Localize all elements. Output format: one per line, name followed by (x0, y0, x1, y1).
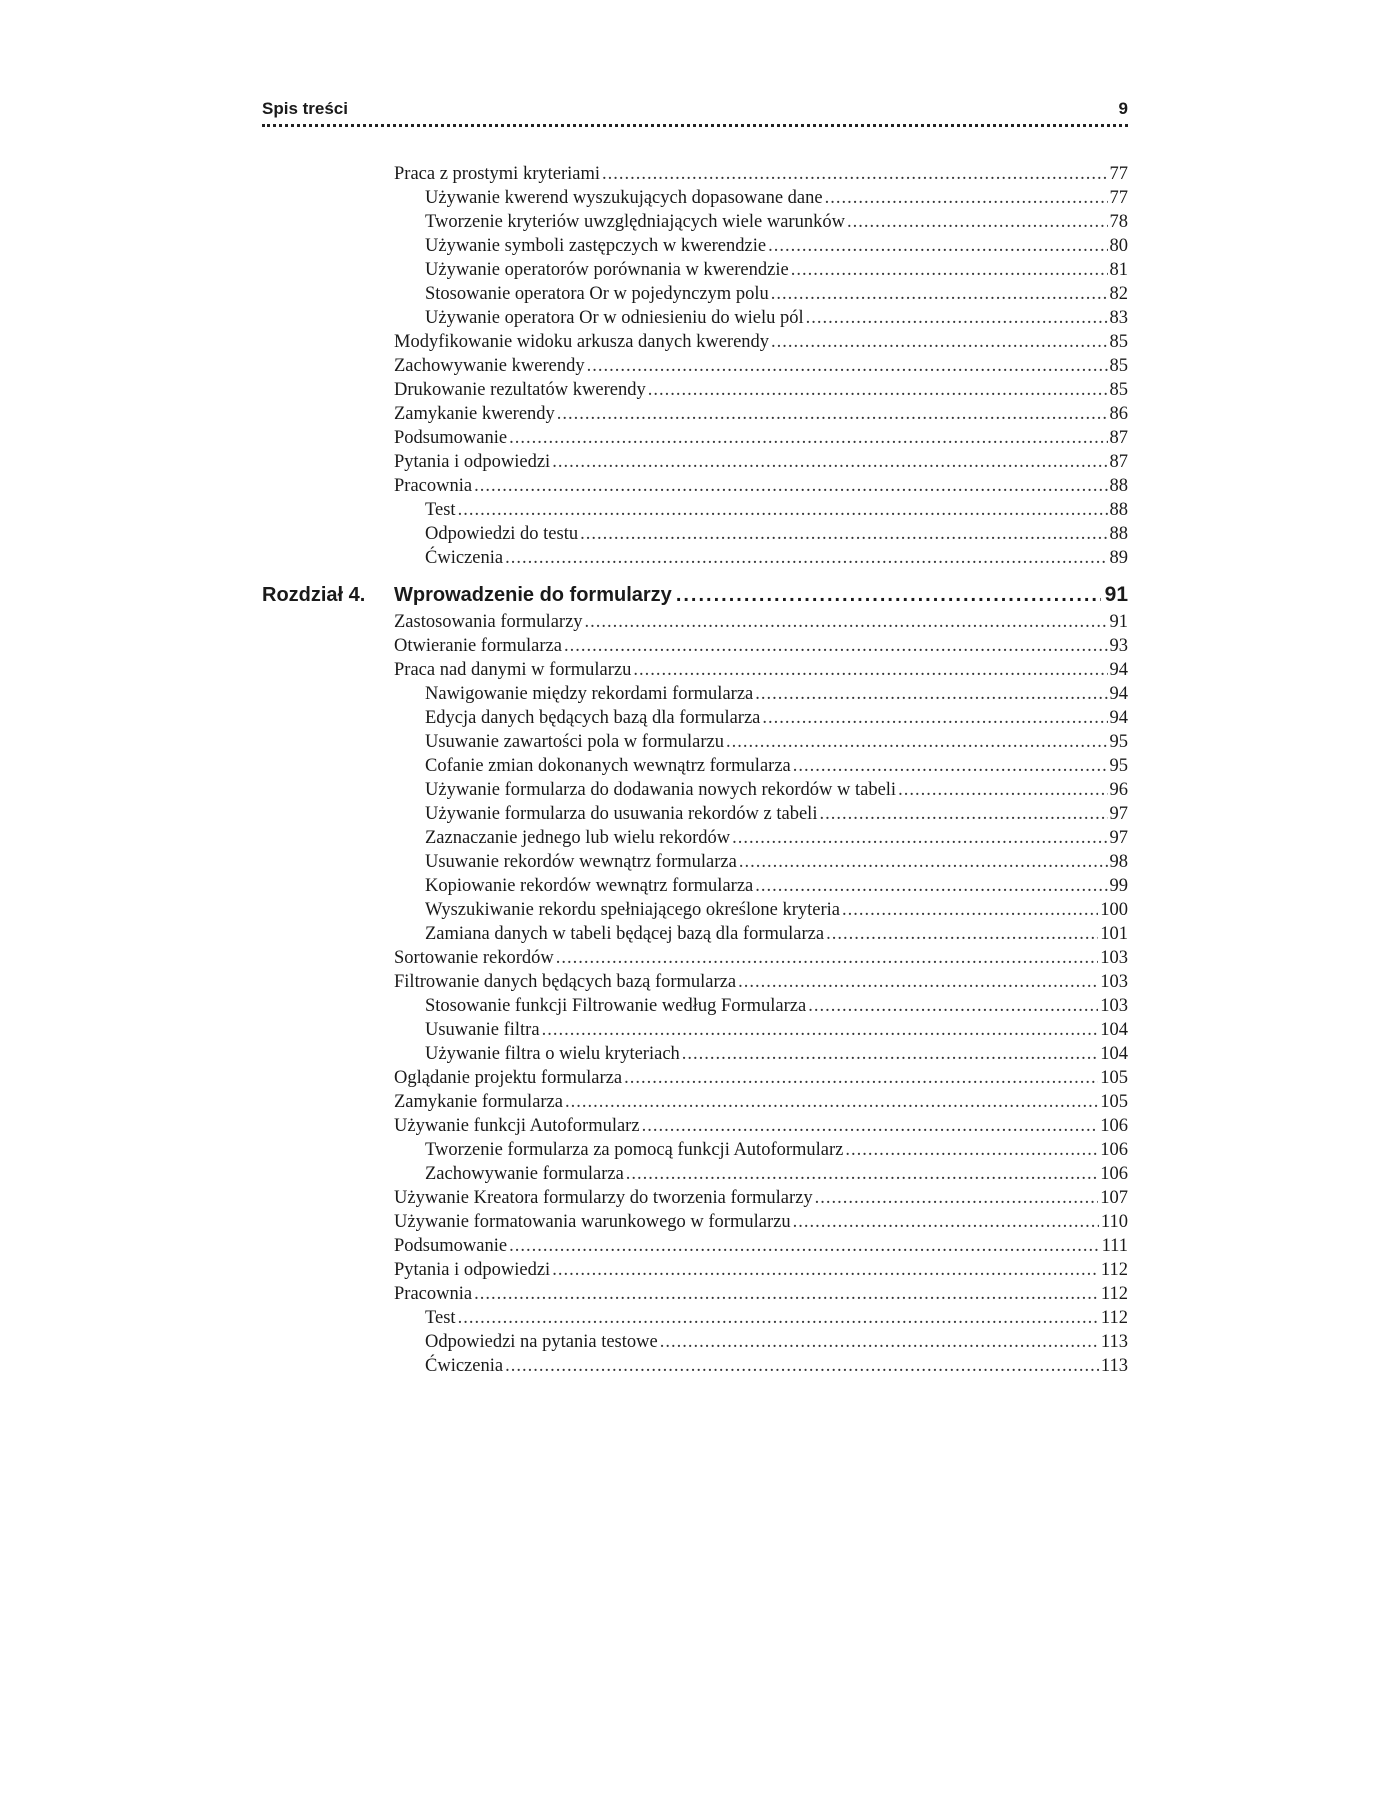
toc-entry[interactable] (262, 306, 1128, 330)
toc-entry-page: 89 (1109, 548, 1128, 568)
toc-entry-page: 110 (1100, 1212, 1128, 1232)
toc-entry-page: 106 (1100, 1164, 1128, 1184)
toc-entry-page: 85 (1109, 380, 1128, 400)
toc-entry[interactable] (262, 546, 1128, 570)
toc-entry-page: 103 (1100, 972, 1128, 992)
toc-entry[interactable] (262, 922, 1128, 946)
toc-entry[interactable] (262, 1306, 1128, 1330)
dot-leader (676, 580, 1101, 610)
toc-entry[interactable] (262, 1066, 1128, 1090)
toc-entry-title: Używanie operatorów porównania w kwerendzie (425, 260, 789, 280)
dot-leader (806, 306, 1108, 330)
toc-entry-title: Zamykanie formularza (394, 1092, 563, 1112)
toc-entry[interactable] (262, 682, 1128, 706)
toc-entry-page: 112 (1100, 1260, 1128, 1280)
chapter-title: Wprowadzenie do formularzy (394, 584, 672, 606)
toc-entry-page: 94 (1109, 684, 1128, 704)
toc-entry[interactable] (262, 754, 1128, 778)
toc-entry-page: 77 (1109, 164, 1128, 184)
toc-entry-title: Używanie funkcji Autoformularz (394, 1116, 640, 1136)
dot-leader (808, 994, 1098, 1018)
toc-entry[interactable] (262, 1354, 1128, 1378)
toc-entry-page: 95 (1109, 756, 1128, 776)
toc-entry[interactable] (262, 970, 1128, 994)
toc-entry[interactable] (262, 1234, 1128, 1258)
toc-entry[interactable] (262, 426, 1128, 450)
toc-entry[interactable] (262, 1114, 1128, 1138)
toc-entry[interactable] (262, 1018, 1128, 1042)
toc-entry-page: 103 (1100, 996, 1128, 1016)
toc-entry-page: 88 (1109, 500, 1128, 520)
toc-entry[interactable] (262, 354, 1128, 378)
toc-entry-title: Praca nad danymi w formularzu (394, 660, 632, 680)
toc-entry-page: 104 (1100, 1044, 1128, 1064)
dot-leader (762, 706, 1107, 730)
dot-leader (768, 234, 1107, 258)
toc-entry-page: 112 (1100, 1308, 1128, 1328)
dot-leader (580, 522, 1107, 546)
toc-entry[interactable] (262, 1186, 1128, 1210)
toc-entry-page: 96 (1109, 780, 1128, 800)
dot-leader (602, 162, 1107, 186)
dot-leader (726, 730, 1108, 754)
toc-entry[interactable] (262, 874, 1128, 898)
dot-leader (458, 498, 1108, 522)
dot-leader (587, 354, 1108, 378)
toc-entry[interactable] (262, 330, 1128, 354)
toc-entry-title: Pytania i odpowiedzi (394, 452, 551, 472)
toc-entry-page: 104 (1100, 1020, 1128, 1040)
toc-entry-title: Zastosowania formularzy (394, 612, 583, 632)
toc-entry-title: Zamiana danych w tabeli będącej bazą dla formularza (425, 924, 825, 944)
toc-entry-title: Używanie Kreatora formularzy do tworzenia formularzy (394, 1188, 813, 1208)
toc-entry-title: Podsumowanie (394, 428, 508, 448)
toc-entry[interactable] (262, 186, 1128, 210)
toc-entry-title: Odpowiedzi do testu (425, 524, 579, 544)
toc-entry-title: Używanie formatowania warunkowego w formularzu (394, 1212, 791, 1232)
toc-entry-title: Test (425, 1308, 456, 1328)
toc-entry-title: Cofanie zmian dokonanych wewnątrz formularza (425, 756, 791, 776)
toc-entry-page: 113 (1100, 1356, 1128, 1376)
toc-entry-page: 87 (1109, 428, 1128, 448)
dot-leader (771, 330, 1107, 354)
toc-entry-page: 86 (1109, 404, 1128, 424)
header-divider (262, 124, 1128, 127)
toc-entry-page: 103 (1100, 948, 1128, 968)
dot-leader (458, 1306, 1099, 1330)
dot-leader (505, 546, 1107, 570)
toc-entry-page: 78 (1109, 212, 1128, 232)
toc-entry[interactable] (262, 658, 1128, 682)
dot-leader (825, 186, 1108, 210)
dot-leader (738, 970, 1098, 994)
toc-entry-title: Zaznaczanie jednego lub wielu rekordów (425, 828, 731, 848)
toc-entry-title: Odpowiedzi na pytania testowe (425, 1332, 658, 1352)
dot-leader (474, 1282, 1099, 1306)
dot-leader (739, 850, 1108, 874)
toc-entry-title: Praca z prostymi kryteriami (394, 164, 601, 184)
toc-entry-title: Zachowywanie formularza (425, 1164, 624, 1184)
chapter-number: Rozdział 4. (262, 584, 366, 606)
toc-entry-title: Test (425, 500, 456, 520)
dot-leader (898, 778, 1107, 802)
dot-leader (791, 258, 1108, 282)
running-header-title: Spis treści (262, 99, 348, 118)
dot-leader (648, 378, 1108, 402)
dot-leader (542, 1018, 1099, 1042)
toc-entry-title: Używanie formularza do usuwania rekordów z tabeli (425, 804, 818, 824)
toc-entry[interactable] (262, 1090, 1128, 1114)
dot-leader (509, 1234, 1100, 1258)
toc-entry-page: 105 (1100, 1068, 1128, 1088)
toc-entry-page: 85 (1109, 356, 1128, 376)
toc-section-chapter-4 (262, 610, 1128, 1378)
toc-entry-page: 91 (1109, 612, 1128, 632)
toc-entry-page: 106 (1100, 1140, 1128, 1160)
toc-entry[interactable] (262, 1258, 1128, 1282)
toc-entry-page: 97 (1109, 828, 1128, 848)
toc-entry-page: 80 (1109, 236, 1128, 256)
toc-entry[interactable] (262, 210, 1128, 234)
toc-entry[interactable] (262, 1282, 1128, 1306)
toc-entry[interactable] (262, 730, 1128, 754)
running-header-page-number: 9 (1118, 99, 1128, 118)
toc-entry-title: Oglądanie projektu formularza (394, 1068, 623, 1088)
toc-entry-title: Wyszukiwanie rekordu spełniającego określone kryteria (425, 900, 840, 920)
running-header (262, 98, 1128, 124)
toc-entry-title: Filtrowanie danych będących bazą formularza (394, 972, 737, 992)
toc-entry[interactable] (262, 1042, 1128, 1066)
toc-entry-title: Ćwiczenia (425, 548, 504, 568)
dot-leader (771, 282, 1108, 306)
toc-entry-page: 105 (1100, 1092, 1128, 1112)
toc-entry-page: 99 (1109, 876, 1128, 896)
toc-entry[interactable] (262, 850, 1128, 874)
toc-entry-title: Używanie filtra o wielu kryteriach (425, 1044, 680, 1064)
toc-entry[interactable] (262, 234, 1128, 258)
toc-entry[interactable] (262, 994, 1128, 1018)
toc-entry-title: Pracownia (394, 1284, 473, 1304)
toc-entry-page: 81 (1109, 260, 1128, 280)
toc-entry[interactable] (262, 378, 1128, 402)
toc-entry-page: 100 (1100, 900, 1128, 920)
dot-leader (660, 1330, 1099, 1354)
toc-entry-page: 94 (1109, 660, 1128, 680)
toc-entry-page: 97 (1109, 804, 1128, 824)
toc-entry-title: Kopiowanie rekordów wewnątrz formularza (425, 876, 754, 896)
toc-entry[interactable] (262, 802, 1128, 826)
toc-entry-page: 106 (1100, 1116, 1128, 1136)
dot-leader (842, 898, 1098, 922)
toc-entry-title: Usuwanie rekordów wewnątrz formularza (425, 852, 737, 872)
toc-entry[interactable] (262, 610, 1128, 634)
toc-entry-title: Stosowanie funkcji Filtrowanie według Formularza (425, 996, 807, 1016)
toc-entry-title: Usuwanie zawartości pola w formularzu (425, 732, 724, 752)
toc-entry[interactable] (262, 946, 1128, 970)
dot-leader (552, 1258, 1099, 1282)
toc-entry-page: 93 (1109, 636, 1128, 656)
dot-leader (793, 1210, 1099, 1234)
toc-entry[interactable] (262, 1162, 1128, 1186)
dot-leader (826, 922, 1098, 946)
chapter-heading[interactable] (262, 580, 1128, 610)
toc-entry-title: Ćwiczenia (425, 1356, 504, 1376)
toc-entry-title: Używanie kwerend wyszukujących dopasowane dane (425, 188, 823, 208)
toc-entry[interactable] (262, 706, 1128, 730)
toc-entry-title: Nawigowanie między rekordami formularza (425, 684, 754, 704)
dot-leader (626, 1162, 1098, 1186)
toc-entry-page: 82 (1109, 284, 1128, 304)
toc-entry-title: Otwieranie formularza (394, 636, 562, 656)
toc-entry-title: Zamykanie kwerendy (394, 404, 555, 424)
dot-leader (552, 450, 1107, 474)
dot-leader (815, 1186, 1099, 1210)
toc-entry[interactable] (262, 282, 1128, 306)
dot-leader (793, 754, 1108, 778)
toc-section-chapter-3-tail (262, 162, 1128, 570)
toc-entry-page: 95 (1109, 732, 1128, 752)
toc-entry[interactable] (262, 1210, 1128, 1234)
dot-leader (557, 402, 1108, 426)
toc-entry-page: 85 (1109, 332, 1128, 352)
toc-entry[interactable] (262, 402, 1128, 426)
toc-entry[interactable] (262, 474, 1128, 498)
dot-leader (819, 802, 1107, 826)
dot-leader (564, 634, 1108, 658)
toc-entry[interactable] (262, 1330, 1128, 1354)
dot-leader (585, 610, 1108, 634)
dot-leader (505, 1354, 1099, 1378)
dot-leader (474, 474, 1107, 498)
toc-entry-page: 98 (1109, 852, 1128, 872)
dot-leader (755, 874, 1107, 898)
toc-entry[interactable] (262, 778, 1128, 802)
toc-entry-title: Używanie symboli zastępczych w kwerendzie (425, 236, 767, 256)
toc-entry-title: Tworzenie formularza za pomocą funkcji Autoformularz (425, 1140, 844, 1160)
toc-entry-title: Podsumowanie (394, 1236, 508, 1256)
toc-entry-title: Używanie operatora Or w odniesieniu do wielu pól (425, 308, 804, 328)
toc-entry[interactable] (262, 258, 1128, 282)
toc-entry-page: 113 (1100, 1332, 1128, 1352)
dot-leader (633, 658, 1107, 682)
toc-entry[interactable] (262, 450, 1128, 474)
toc-entry-title: Tworzenie kryteriów uwzględniających wiele warunków (425, 212, 845, 232)
table-of-contents (262, 162, 1128, 1378)
toc-entry[interactable] (262, 826, 1128, 850)
toc-entry-title: Używanie formularza do dodawania nowych rekordów w tabeli (425, 780, 897, 800)
toc-entry-page: 101 (1100, 924, 1128, 944)
toc-entry-page: 107 (1100, 1188, 1128, 1208)
dot-leader (732, 826, 1107, 850)
toc-entry[interactable] (262, 162, 1128, 186)
toc-entry-page: 112 (1100, 1284, 1128, 1304)
toc-entry-title: Usuwanie filtra (425, 1020, 540, 1040)
toc-entry-page: 111 (1101, 1236, 1128, 1256)
toc-entry[interactable] (262, 634, 1128, 658)
toc-entry-page: 87 (1109, 452, 1128, 472)
toc-entry-title: Sortowanie rekordów (394, 948, 554, 968)
dot-leader (682, 1042, 1098, 1066)
dot-leader (624, 1066, 1098, 1090)
dot-leader (565, 1090, 1098, 1114)
toc-entry-page: 83 (1109, 308, 1128, 328)
dot-leader (755, 682, 1107, 706)
toc-entry-title: Edycja danych będących bazą dla formularza (425, 708, 761, 728)
toc-entry[interactable] (262, 498, 1128, 522)
toc-entry-page: 88 (1109, 476, 1128, 496)
toc-entry-page: 77 (1109, 188, 1128, 208)
toc-entry-page: 88 (1109, 524, 1128, 544)
toc-entry-page: 94 (1109, 708, 1128, 728)
toc-entry-title: Modyfikowanie widoku arkusza danych kwerendy (394, 332, 770, 352)
dot-leader (847, 210, 1108, 234)
dot-leader (642, 1114, 1099, 1138)
toc-entry-title: Pracownia (394, 476, 473, 496)
dot-leader (556, 946, 1098, 970)
toc-entry[interactable] (262, 1138, 1128, 1162)
toc-entry-title: Drukowanie rezultatów kwerendy (394, 380, 646, 400)
dot-leader (509, 426, 1107, 450)
toc-entry-title: Zachowywanie kwerendy (394, 356, 585, 376)
toc-entry[interactable] (262, 522, 1128, 546)
dot-leader (845, 1138, 1098, 1162)
toc-entry-title: Pytania i odpowiedzi (394, 1260, 551, 1280)
chapter-page: 91 (1104, 583, 1128, 606)
toc-entry[interactable] (262, 898, 1128, 922)
toc-entry-title: Stosowanie operatora Or w pojedynczym polu (425, 284, 769, 304)
